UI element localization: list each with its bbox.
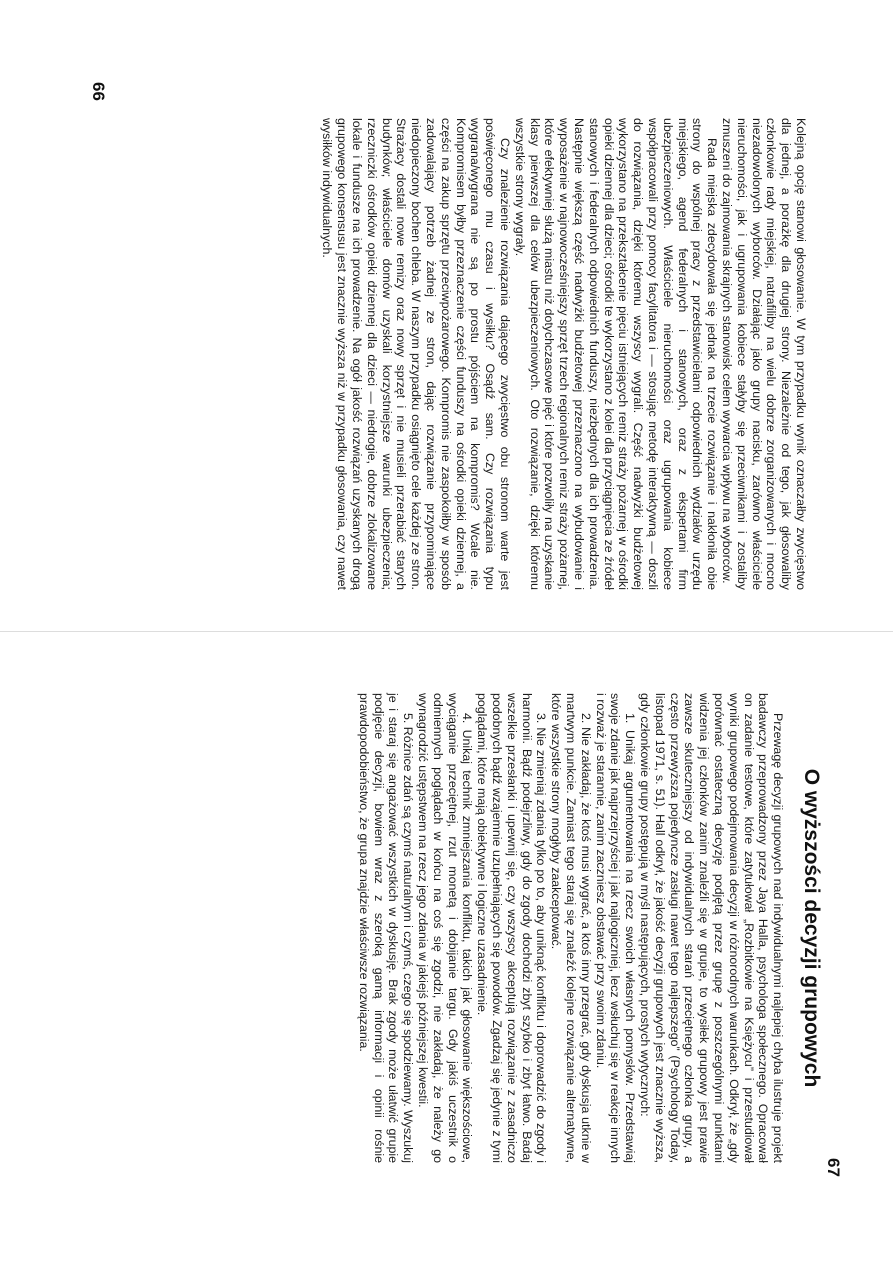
- paragraph: 2. Nie zakładaj, że ktoś musi wygrać, a ktoś inny przegrać, gdy dyskusja utknie w martwym punkcie. Zamiast tego staraj się znaleźć kolejne rozwiązanie alternatywne, które wszystkie strony mogłyby zaakceptować.: [549, 693, 593, 1163]
- page-number-left: 66: [89, 82, 108, 101]
- chapter-title: O wyższości decyzji grupowych: [800, 768, 823, 1088]
- paragraph: 4. Unikaj technik zmniejszania konfliktu, takich jak głosowanie większościowe, wyciąganie przeciętnej, rzut monetą i dobijanie targu. Gdy jakiś uczestnik o odmiennych poglądach w końcu na coś się zgodzi, nie zakładaj, że należy go wynagrodzić ustępstwem na rzecz jego zdania w jakiejś późniejszej kwestii.: [416, 693, 475, 1163]
- paragraph: Rada miejska zdecydowała się jednak na trzecie rozwiązanie i nakłoniła obie strony do wspólnej pracy z przedstawicielami odpowiednich wydziałów urzędu miejskiego, agend federalnych i stanowych, oraz z ekspertami firm ubezpieczeniowych. Właściciele nieruchomości oraz ugrupowania kobiece współpracowali przy pomocy facylitatora i — stosując metodę interaktywną — doszli do rozwiązania, dzięki któremu wszyscy wygrali. Część nadwyżki budżetowej wykorzystano na przekształcenie pięciu istniejących remiz straży pożarnej w ośrodki opieki dziennej dla dzieci; ośrodki te wykorzystano z kolei dla przyciągnięcia ze źródeł stanowych i federalnych odpowiednich funduszy, niezbędnych dla ich prowadzenia. Następnie większą część nadwyżki budżetowej przeznaczono na wybudowanie i wyposażenie w najnowocześniejszy sprzęt trzech regionalnych remiz straży pożarnej, które efektywniej służą miastu niż dotychczasowe pięć i które pozwoliły na uzyskanie klasy pierwszej dla celów ubezpieczeniowych. Oto rozwiązanie, dzięki któremu wszystkie strony wygrały.: [512, 118, 720, 590]
- paragraph: Czy znalezienie rozwiązania dającego zwycięstwo obu stronom warte jest poświęconego mu czasu i wysiłku? Osądź sam. Czy rozwiązania typu wygrana/wygrana nie są po prostu pójściem na kompromis? Wcale nie. Kompromisem byłby przeznaczenie części funduszy na ośrodki opieki dziennej, a części na zakup sprzętu przeciwpożarowego. Kompromis nie zaspokoiłby w sposób zadowalający potrzeb żadnej ze stron, dając rozwiązanie przypominające niedopieczony bochen chleba. W naszym przypadku osiągnięto cele każdej ze stron. Strażacy dostali nowe remizy oraz nowy sprzęt i nie musieli przerabiać starych budynków; właściciele domów uzyskali korzystniejsze warunki ubezpieczenia; rzeczniczki ośrodków opieki dziennej dla dzieci — niedrogie, dobrze zlokalizowane lokale i fundusze na ich prowadzenie. Na ogół jakość rozwiązań uzyskanych drogą grupowego konsensusu jest znacznie wyższa niż w przypadku głosowania, czy nawet wysiłków indywidualnych.: [320, 118, 513, 590]
- page-66-column: [320, 118, 808, 590]
- paragraph: 5. Różnice zdań są czymś naturalnym i czymś, czego się spodziewamy. Wyszukuj je i staraj się angażować wszystkich w dyskusję. Brak zgody może ułatwić grupie podjęcie decyzji, bowiem wraz z szeroką gamą informacji i opinii rośnie prawdopodobieństwo, że grupa znajdzie właściwsze rozwiązania.: [356, 693, 416, 1164]
- paragraph: 3. Nie zmieniaj zdania tylko po to, aby uniknąć konfliktu i doprowadzić do zgody i harmonii. Bądź podejrzliwy, gdy do zgody dochodzi zbyt szybko i zbyt łatwo. Badaj wszelkie przesłanki i upewnij się, czy wszyscy akceptują rozwiązanie z zasadniczo podobnych bądź wzajemnie uzupełniających się powodów. Zgadzaj się jedynie z tymi poglądami, które mają obiektywne i logiczne uzasadnienie.: [475, 693, 549, 1163]
- paragraph: Przewagę decyzji grupowych nad indywidualnymi najlepiej chyba ilustruje projekt badawczy przeprowadzony przez Jaya Halla, psychologa społecznego. Opracował on zadanie testowe, które zatytułował „Rozbitkowie na Księżycu” i przestudiował wyniki grupowego podejmowania decyzji w różnorodnych warunkach. Odkrył, że „gdy porównać ostateczną decyzję podjętą przez grupę z poszczególnymi punktami widzenia jej członków zanim znaleźli się w grupie, to wysiłek grupowy jest prawie zawsze skuteczniejszy od indywidualnych starań przeciętnego członka grupy, a często przewyższa pojedyncze zasługi nawet tego najlepszego” (Psychology Today, listopad 1971, s. 51). Hall odkrył, że jakość decyzji grupowych jest znacznie wyższa, gdy członkowie grupy postępują w myśl następujących, prostych wytycznych:: [638, 693, 786, 1163]
- page-gutter: [0, 631, 893, 632]
- paragraph: 1. Unikaj argumentowania na rzecz swoich własnych pomysłów. Przedstawiaj swoje zdanie jak najprzejrzyściej i jak najlogiczniej, lecz wsłuchuj się w reakcje innych i rozważ je starannie, zanim zaczniesz obstawać przy swoim zdaniu.: [593, 693, 638, 1163]
- page-67-column: [356, 693, 823, 1164]
- paragraph: Kolejną opcję stanowi głosowanie. W tym przypadku wynik oznaczałby zwycięstwo dla jednej, a porażkę dla drugiej strony. Niezależnie od tego, jak głosowaliby członkowie rady miejskiej, natrafiliby na wielu dobrze zorganizowanych i mocno niezadowolonych wyborców. Działając jako grupy nacisku, zarówno właściciele nieruchomości, jak i ugrupowania kobiece stałyby się przeciwnikami i zostaliby zmuszeni do zajmowania skrajnych stanowisk celem wywarcia wpływu na wyborców.: [720, 118, 808, 590]
- page-number-right: 67: [824, 1158, 843, 1177]
